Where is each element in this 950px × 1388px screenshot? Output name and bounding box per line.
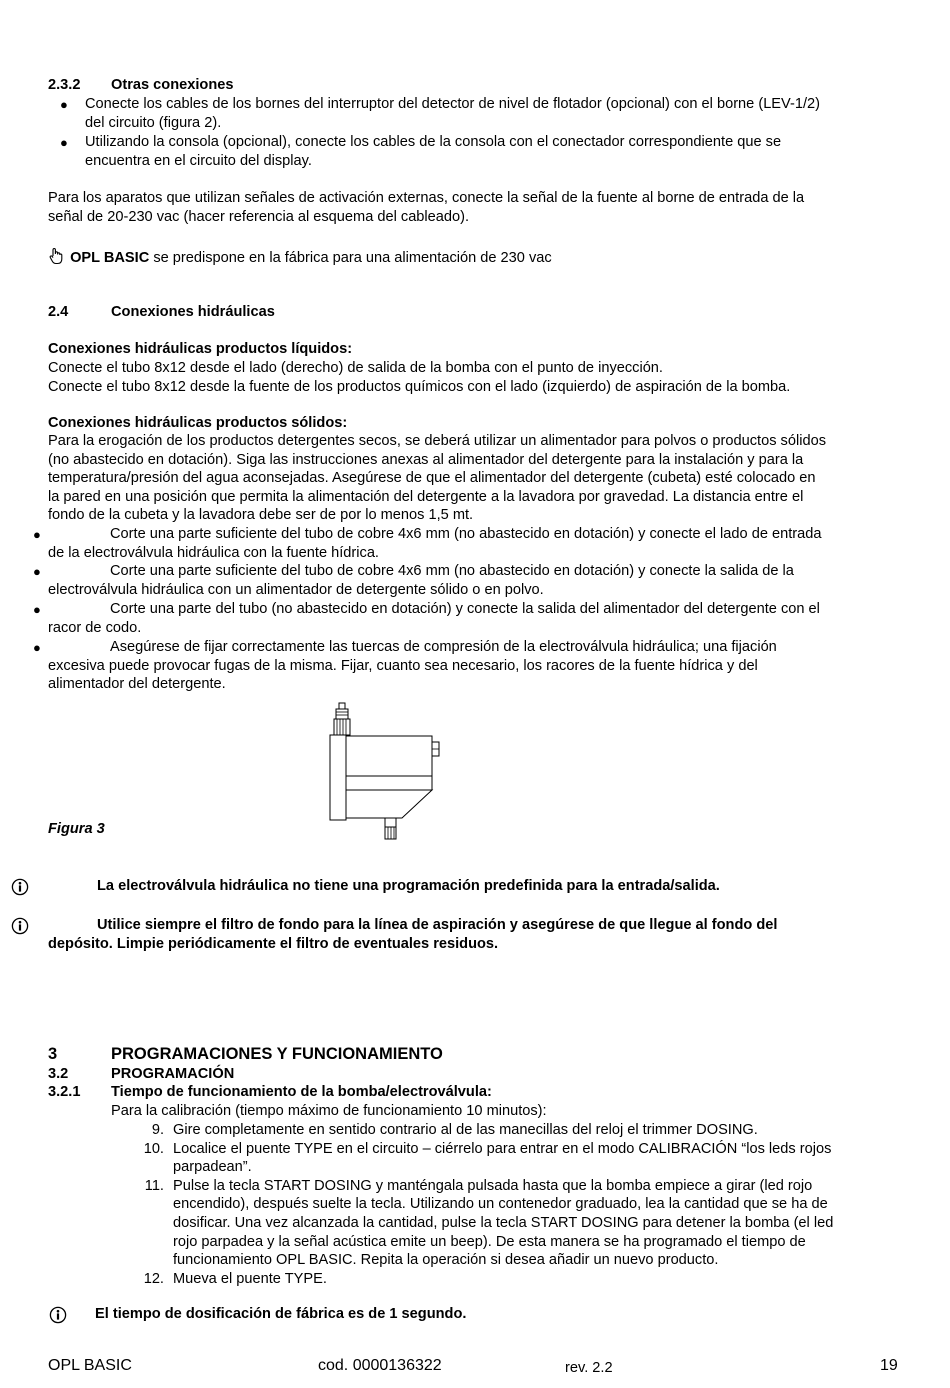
info-note — [48, 916, 777, 953]
section-heading-3-2-1 — [48, 1083, 492, 1102]
section-title: PROGRAMACIÓN — [111, 1066, 235, 1082]
paragraph-line: Conecte el tubo 8x12 desde el lado (derecho) de salida de la bomba con el punto de inyección. — [48, 360, 663, 376]
paragraph-line: (no abastecido en dotación). Siga las instrucciones anexas al alimentador del detergente para la instalación y para la — [48, 451, 804, 468]
list-item — [140, 1121, 833, 1140]
section-title: Tiempo de funcionamiento de la bomba/electroválvula: — [111, 1084, 492, 1100]
list-item-line: Mueva el puente TYPE. — [173, 1270, 327, 1287]
paragraph-line: fondo de la cubeta y la lavadora debe ser de por lo menos 1,5 mt. — [48, 507, 474, 524]
section-heading-3-2 — [48, 1065, 234, 1084]
list-number: 11. — [144, 1177, 164, 1194]
list-item — [140, 1270, 833, 1289]
list-item — [85, 95, 820, 132]
list-item-line: Corte una parte suficiente del tubo de cobre 4x6 mm (no abastecido en dotación) y conecte la salida de la — [110, 563, 794, 579]
list-item — [85, 133, 781, 170]
list-item-line: Utilizando la consola (opcional), conecte los cables de la consola con el conectador correspondiente que se — [85, 134, 782, 150]
figure-caption: Figura 3 — [48, 821, 105, 837]
hand-pointer-icon — [48, 247, 66, 265]
paragraph — [48, 189, 804, 226]
info-icon — [11, 878, 29, 896]
list-item-line: electroválvula hidráulica con un alimentador de detergente sólido o en polvo. — [48, 581, 544, 598]
list-item-line: Conecte los cables de los bornes del interruptor del detector de nivel de flotador (opcional) con el borne (LEV-1/2) — [85, 96, 820, 112]
info-note: La electroválvula hidráulica no tiene una programación predefinida para la entrada/salida. — [97, 878, 720, 894]
paragraph — [48, 432, 826, 525]
paragraph-line: señal de 20-230 vac (hacer referencia al esquema del cableado). — [48, 208, 470, 225]
list-item — [140, 1140, 833, 1177]
list-item-line: excesiva puede provocar fugas de la misma. Fijar, cuanto sea necesario, los racores de la fuente hídrica y del — [48, 657, 758, 674]
list-item-line: del circuito (figura 2). — [85, 114, 222, 131]
paragraph-line: Para la erogación de los productos detergentes secos, se deberá utilizar un alimentador para polvos o productos sólidos — [48, 433, 826, 449]
bullet-icon: ● — [33, 602, 41, 617]
info-note-line: depósito. Limpie periódicamente el filtro de eventuales residuos. — [48, 935, 499, 952]
info-icon — [11, 917, 29, 935]
section-number: 3 — [48, 1045, 58, 1063]
bullet-icon: ● — [60, 135, 68, 150]
intro-line: Para la calibración (tiempo máximo de funcionamiento 10 minutos): — [111, 1103, 547, 1119]
page-number: 19 — [880, 1357, 898, 1374]
list-item — [48, 562, 794, 599]
list-item-line: parpadean”. — [173, 1159, 252, 1176]
bullet-icon: ● — [33, 640, 41, 655]
list-item — [140, 1177, 833, 1270]
list-number: 9. — [151, 1122, 164, 1138]
list-item-line: encendido), después suelte la tecla. Utilizando un contenedor graduado, lea la cantidad que se ha de — [173, 1196, 828, 1213]
section-number: 2.3.2 — [48, 77, 81, 93]
list-item-line: Gire completamente en sentido contrario al de las manecillas del reloj el trimmer DOSING. — [173, 1122, 758, 1138]
list-item — [48, 600, 820, 637]
list-item-line: Localice el puente TYPE en el circuito – ciérrelo para entrar en el modo CALIBRACIÓN “los leds rojos — [173, 1140, 832, 1157]
list-item-line: Corte una parte suficiente del tubo de cobre 4x6 mm (no abastecido en dotación) y conecte el lado de entrada — [110, 526, 822, 542]
paragraph-line: Para los aparatos que utilizan señales de activación externas, conecte la señal de la fuente al borne de entrada de la — [48, 190, 805, 206]
list-item-line: de la electroválvula hidráulica con la fuente hídrica. — [48, 544, 379, 561]
section-heading-2-4 — [48, 303, 275, 322]
footer-product: OPL BASIC — [48, 1357, 132, 1374]
list-item-line: rojo parpadea y la señal acústica emite un beep). De esta manera se ha programado el tiempo de — [173, 1233, 806, 1250]
section-title: Conexiones hidráulicas — [111, 304, 275, 320]
list-number: 10. — [143, 1140, 164, 1157]
bullet-icon: ● — [33, 564, 41, 579]
footer-code: cod. 0000136322 — [318, 1357, 442, 1374]
ordered-list — [140, 1121, 833, 1288]
section-heading-2-3-2 — [48, 76, 233, 95]
section-number: 3.2.1 — [48, 1084, 81, 1100]
info-note-line: Utilice siempre el filtro de fondo para la línea de aspiración y asegúrese de que llegue al fondo del — [97, 917, 778, 933]
list-item-line: Corte una parte del tubo (no abastecido en dotación) y conecte la salida del alimentador del detergente con el — [110, 601, 820, 617]
list-item-line: dosificar. Una vez alcanzada la cantidad, pulse la tecla START DOSING para detener la bomba (el led — [173, 1214, 834, 1231]
note-text: se predispone en la fábrica para una alimentación de 230 vac — [149, 250, 552, 266]
paragraph-line: Conecte el tubo 8x12 desde la fuente de los productos químicos con el lado (izquierdo) de aspiración de la bomba. — [48, 378, 791, 395]
info-icon — [49, 1306, 67, 1324]
section-number: 2.4 — [48, 304, 69, 320]
bullet-icon: ● — [33, 527, 41, 542]
list-item-line: funcionamiento OPL BASIC. Repita la operación si desea añadir un nuevo producto. — [173, 1252, 719, 1269]
paragraph-line: temperatura/presión del agua aconsejadas. Asegúrese de que el alimentador del detergente (cubeta) esté colocado en — [48, 470, 816, 487]
list-number: 12. — [143, 1270, 164, 1287]
list-item-line: Asegúrese de fijar correctamente las tuercas de compresión de la electroválvula hidráulica; una fijación — [110, 639, 777, 655]
list-item-line: encuentra en el circuito del display. — [85, 152, 312, 169]
bullet-icon: ● — [60, 97, 68, 112]
section-title: Otras conexiones — [111, 77, 234, 93]
footer-revision: rev. 2.2 — [565, 1360, 613, 1376]
paragraph — [48, 359, 790, 396]
list-item-line: alimentador del detergente. — [48, 676, 226, 693]
product-name: OPL BASIC — [70, 250, 150, 266]
section-heading-3 — [48, 1045, 443, 1064]
list-item — [48, 638, 777, 694]
subheading-solid: Conexiones hidráulicas productos sólidos: — [48, 415, 348, 431]
list-item-line: Pulse la tecla START DOSING y manténgala pulsada hasta que la bomba empiece a girar (led rojo — [173, 1177, 813, 1194]
paragraph-line: la pared en una posición que permita la alimentación del detergente a la lavadora por gravedad. La distancia entre el — [48, 488, 804, 505]
note-line — [48, 247, 552, 268]
solenoid-valve-figure — [322, 700, 448, 842]
list-item-line: racor de codo. — [48, 619, 142, 636]
section-number: 3.2 — [48, 1066, 69, 1082]
section-title: PROGRAMACIONES Y FUNCIONAMIENTO — [111, 1045, 443, 1063]
info-note: El tiempo de dosificación de fábrica es de 1 segundo. — [95, 1306, 467, 1322]
list-item — [48, 525, 822, 562]
subheading-liquid: Conexiones hidráulicas productos líquidos: — [48, 341, 353, 357]
